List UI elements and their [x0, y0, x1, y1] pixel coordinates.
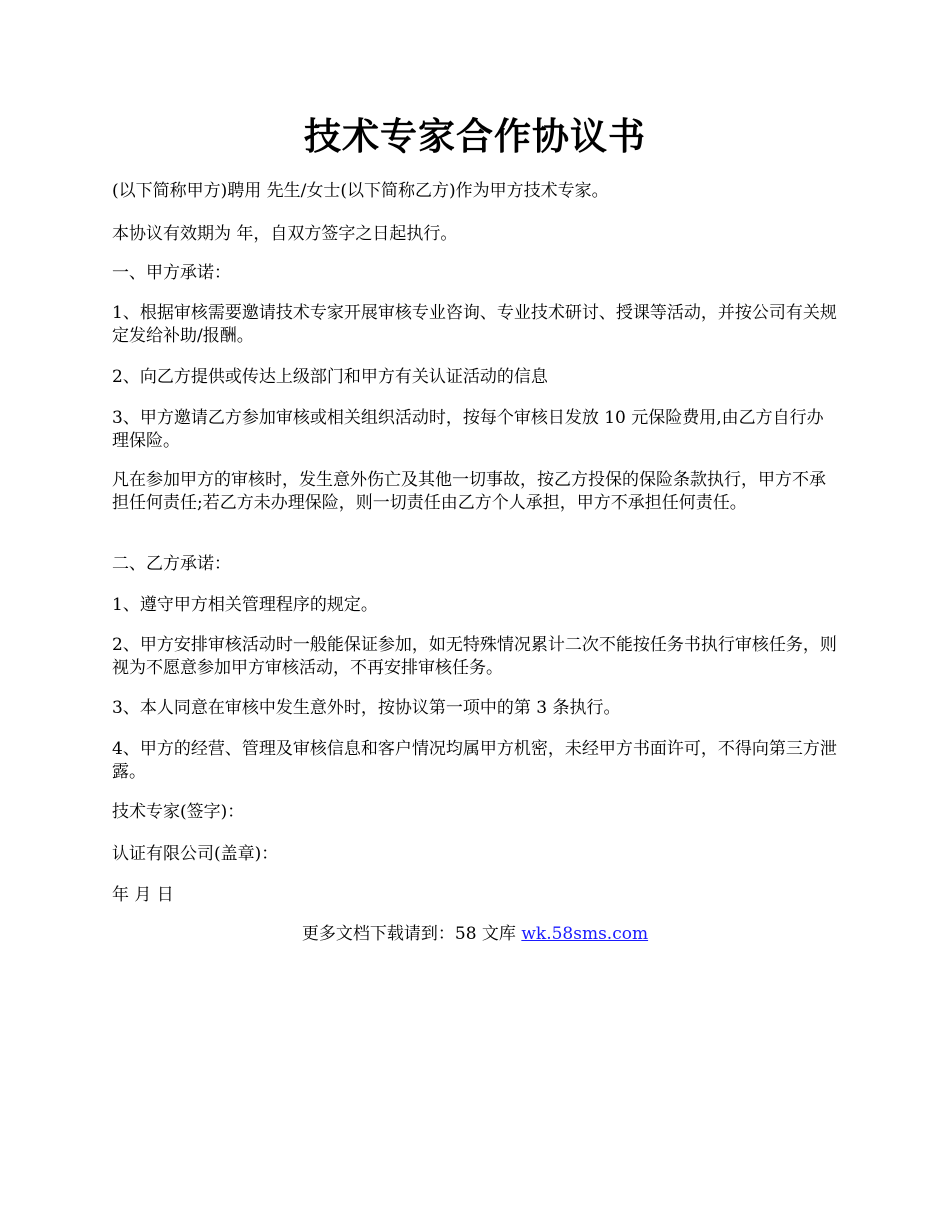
party-b-clause-4: 4、甲方的经营、管理及审核信息和客户情况均属甲方机密，未经甲方书面许可，不得向第三方泄露。 — [112, 739, 837, 782]
footer-text: 更多文档下载请到：58 文库 — [301, 924, 522, 944]
signature-company: 认证有限公司(盖章)： — [112, 844, 279, 864]
party-b-clause-3: 3、本人同意在审核中发生意外时，按协议第一项中的第 3 条执行。 — [112, 698, 621, 718]
signature-expert: 技术专家(签字)： — [112, 802, 245, 822]
party-a-clause-2: 2、向乙方提供或传达上级部门和甲方有关认证活动的信息 — [112, 367, 548, 387]
download-footer — [0, 922, 950, 946]
party-a-liability-note: 凡在参加甲方的审核时，发生意外伤亡及其他一切事故，按乙方投保的保险条款执行，甲方不承担任何责任;若乙方未办理保险，则一切责任由乙方个人承担，甲方不承担任何责任。 — [112, 470, 826, 513]
download-link[interactable]: wk.58sms.com — [521, 924, 649, 944]
document-title: 技术专家合作协议书 — [304, 114, 646, 158]
paragraph-validity: 本协议有效期为 年，自双方签字之日起执行。 — [112, 224, 458, 244]
party-b-clause-2: 2、甲方安排审核活动时一般能保证参加，如无特殊情况累计二次不能按任务书执行审核任务，则视为不愿意参加甲方审核活动，不再安排审核任务。 — [112, 635, 837, 678]
section-heading-party-b: 二、乙方承诺： — [112, 554, 231, 574]
party-a-clause-1: 1、根据审核需要邀请技术专家开展审核专业咨询、专业技术研讨、授课等活动，并按公司有关规定发给补助/报酬。 — [112, 303, 837, 346]
party-b-clause-1: 1、遵守甲方相关管理程序的规定。 — [112, 595, 378, 615]
paragraph-intro: (以下简称甲方)聘用 先生/女士(以下简称乙方)作为甲方技术专家。 — [112, 181, 609, 201]
section-heading-party-a: 一、甲方承诺： — [112, 263, 231, 283]
signature-date: 年 月 日 — [112, 885, 174, 905]
party-a-clause-3: 3、甲方邀请乙方参加审核或相关组织活动时，按每个审核日发放 10 元保险费用,由乙方自行办理保险。 — [112, 408, 824, 451]
